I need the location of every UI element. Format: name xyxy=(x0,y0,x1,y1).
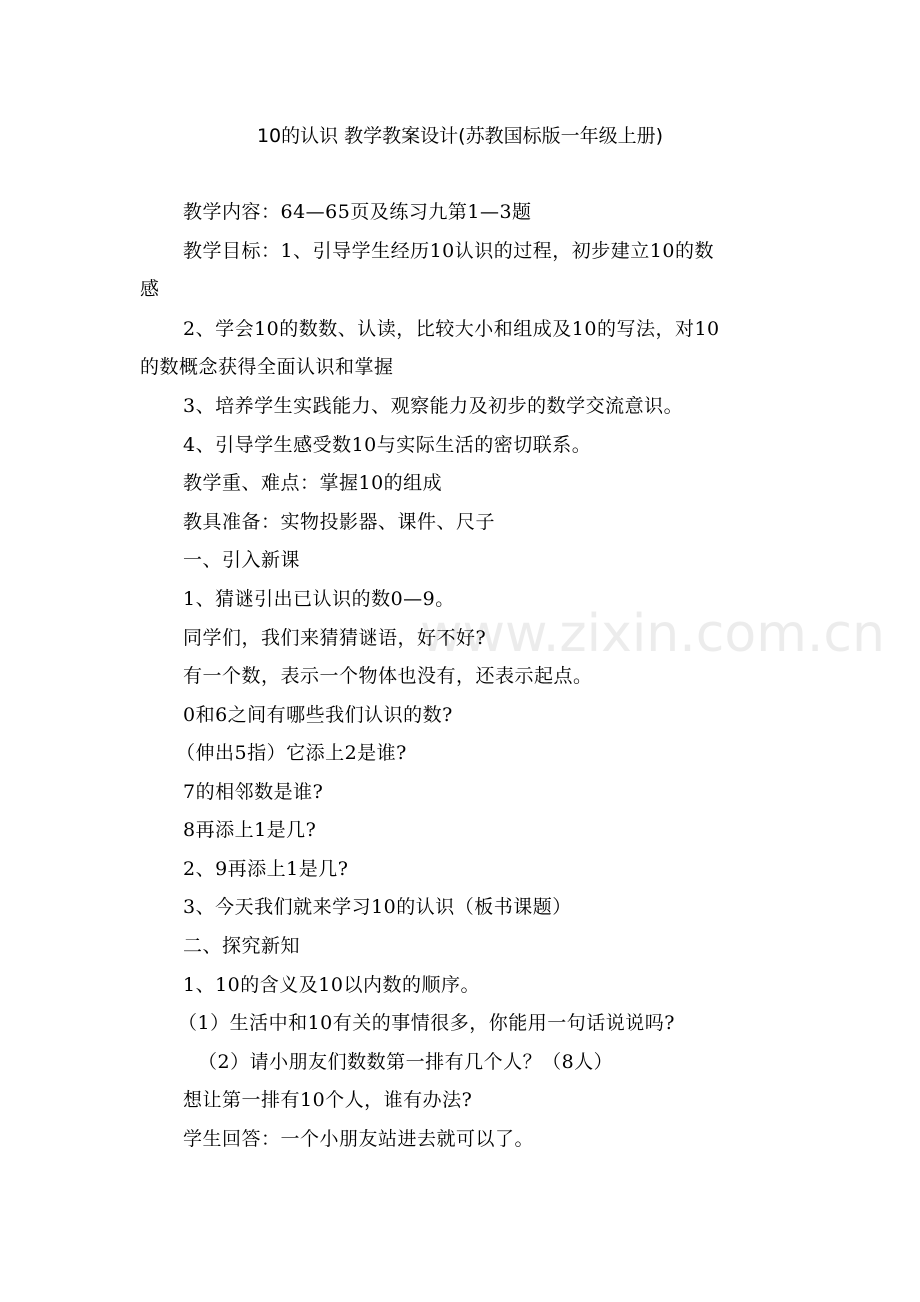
section-heading: 一、引入新课 xyxy=(183,549,301,571)
paragraph-line: 0和6之间有哪些我们认识的数? xyxy=(183,704,453,726)
paragraph-line: 4、引导学生感受数10与实际生活的密切联系。 xyxy=(183,434,592,456)
paragraph-line: 教学内容：64—65页及练习九第1—3题 xyxy=(183,201,532,223)
paragraph-line: 3、今天我们就来学习10的认识（板书课题） xyxy=(183,896,572,918)
paragraph-line: 1、猜谜引出已认识的数0—9。 xyxy=(183,588,455,610)
paragraph-line: 教具准备：实物投影器、课件、尺子 xyxy=(183,511,496,533)
paragraph-line: 2、9再添上1是几? xyxy=(183,858,349,880)
paragraph-line: 教学目标：1、引导学生经历10认识的过程，初步建立10的数 xyxy=(183,240,714,262)
document-title: 10的认识 教学教案设计(苏教国标版一年级上册) xyxy=(256,125,664,147)
paragraph-line: 3、培养学生实践能力、观察能力及初步的数学交流意识。 xyxy=(183,395,684,417)
paragraph-line: 想让第一排有10个人，谁有办法? xyxy=(183,1089,473,1111)
watermark: www.zixin.com.cn xyxy=(420,604,885,664)
section-heading: 二、探究新知 xyxy=(183,935,301,957)
paragraph-line: （2）请小朋友们数数第一排有几个人？（8人） xyxy=(198,1051,614,1073)
paragraph-line: （伸出5指）它添上2是谁? xyxy=(176,742,407,764)
paragraph-line: （1）生活中和10有关的事情很多，你能用一句话说说吗? xyxy=(178,1012,675,1034)
paragraph-line: 学生回答：一个小朋友站进去就可以了。 xyxy=(183,1128,535,1150)
paragraph-line: 1、10的含义及10以内数的顺序。 xyxy=(183,974,480,996)
paragraph-line: 2、学会10的数数、认读，比较大小和组成及10的写法，对10 xyxy=(183,318,720,340)
paragraph-line: 感 xyxy=(140,278,160,300)
paragraph-line: 教学重、难点：掌握10的组成 xyxy=(183,472,443,494)
paragraph-line: 7的相邻数是谁? xyxy=(183,781,324,803)
paragraph-line: 同学们，我们来猜猜谜语，好不好? xyxy=(183,627,487,649)
paragraph-line: 有一个数，表示一个物体也没有，还表示起点。 xyxy=(183,665,593,687)
paragraph-line: 的数概念获得全面认识和掌握 xyxy=(140,356,394,378)
paragraph-line: 8再添上1是几? xyxy=(183,819,317,841)
